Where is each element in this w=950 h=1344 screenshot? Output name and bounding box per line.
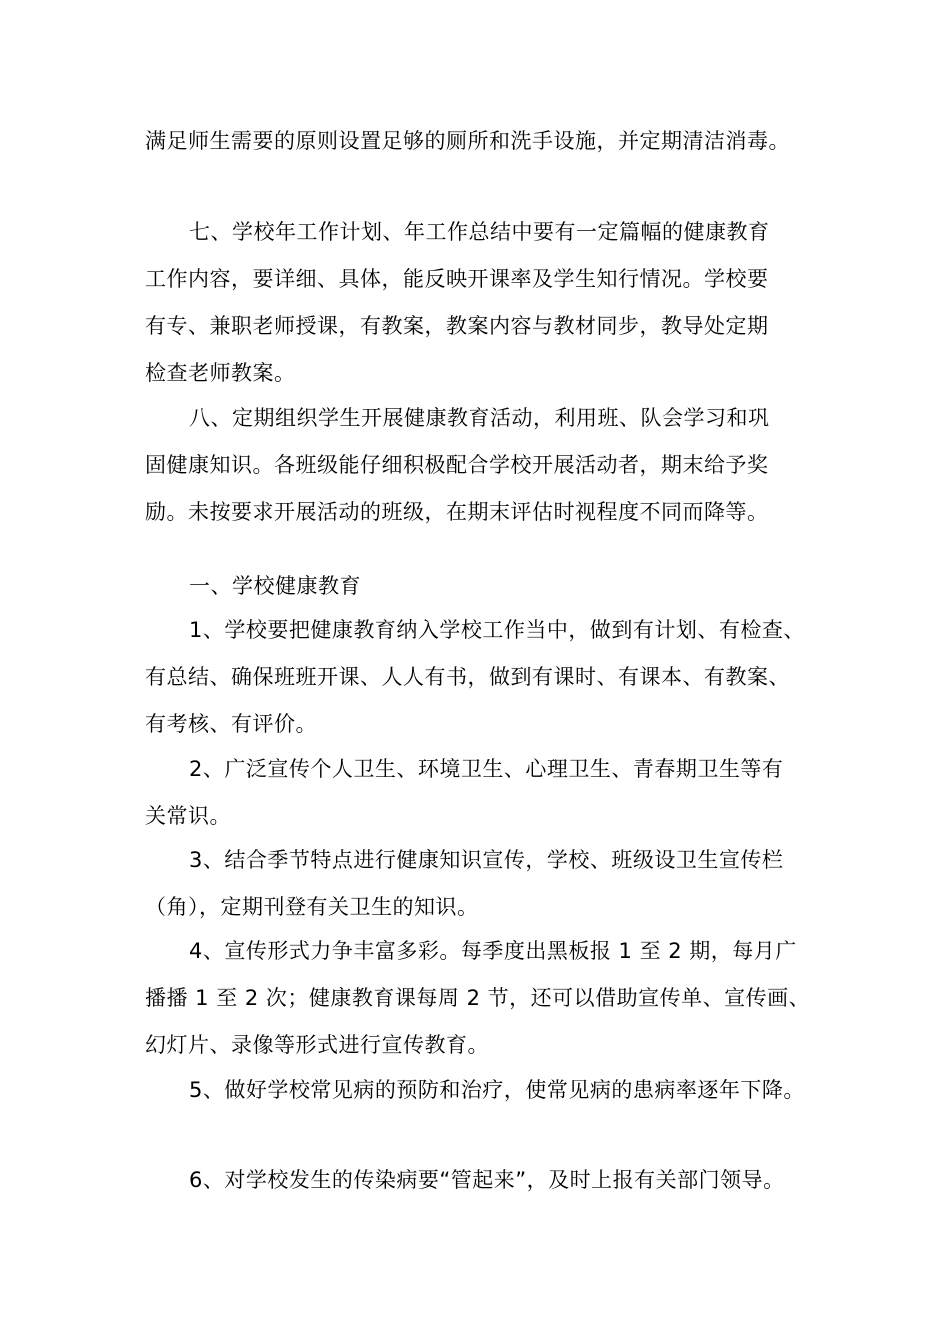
list-item-3-line: 3、结合季节特点进行健康知识宣传，学校、班级设卫生宣传栏	[189, 848, 784, 872]
text-line: 工作内容，要详细、具体，能反映开课率及学生知行情况。学校要	[145, 267, 769, 291]
text-line: 关常识。	[145, 804, 231, 828]
section-heading: 一、学校健康教育	[189, 574, 361, 598]
text-line: 满足师生需要的原则设置足够的厕所和洗手设施，并定期清洁消毒。	[145, 129, 790, 153]
text-line: （角），定期刊登有关卫生的知识。	[145, 895, 479, 919]
text-line: 幻灯片、录像等形式进行宣传教育。	[145, 1033, 489, 1057]
text-line: 播播 1 至 2 次；健康教育课每周 2 节，还可以借助宣传单、宣传画、	[145, 986, 811, 1010]
text-line: 检查老师教案。	[145, 361, 296, 385]
text-line: 有总结、确保班班开课、人人有书，做到有课时、有课本、有教案、	[145, 665, 790, 689]
list-item-1-line: 1、学校要把健康教育纳入学校工作当中，做到有计划、有检查、	[189, 618, 805, 642]
text-line: 有考核、有评价。	[145, 712, 317, 736]
section-eight-heading-line: 八、定期组织学生开展健康教育活动，利用班、队会学习和巩	[189, 406, 770, 430]
text-line: 励。未按要求开展活动的班级，在期末评估时视程度不同而降等。	[145, 500, 769, 524]
text-line: 有专、兼职老师授课，有教案，教案内容与教材同步，教导处定期	[145, 314, 769, 338]
section-seven-heading-line: 七、学校年工作计划、年工作总结中要有一定篇幅的健康教育	[189, 220, 770, 244]
list-item-4-line: 4、宣传形式力争丰富多彩。每季度出黑板报 1 至 2 期，每月广	[189, 939, 797, 963]
text-line: 固健康知识。各班级能仔细积极配合学校开展活动者，期末给予奖	[145, 453, 769, 477]
list-item-5-line: 5、做好学校常见病的预防和治疗，使常见病的患病率逐年下降。	[189, 1078, 805, 1102]
list-item-6-line: 6、对学校发生的传染病要“管起来”，及时上报有关部门领导。	[189, 1168, 785, 1192]
list-item-2-line: 2、广泛宣传个人卫生、环境卫生、心理卫生、青春期卫生等有	[189, 757, 784, 781]
